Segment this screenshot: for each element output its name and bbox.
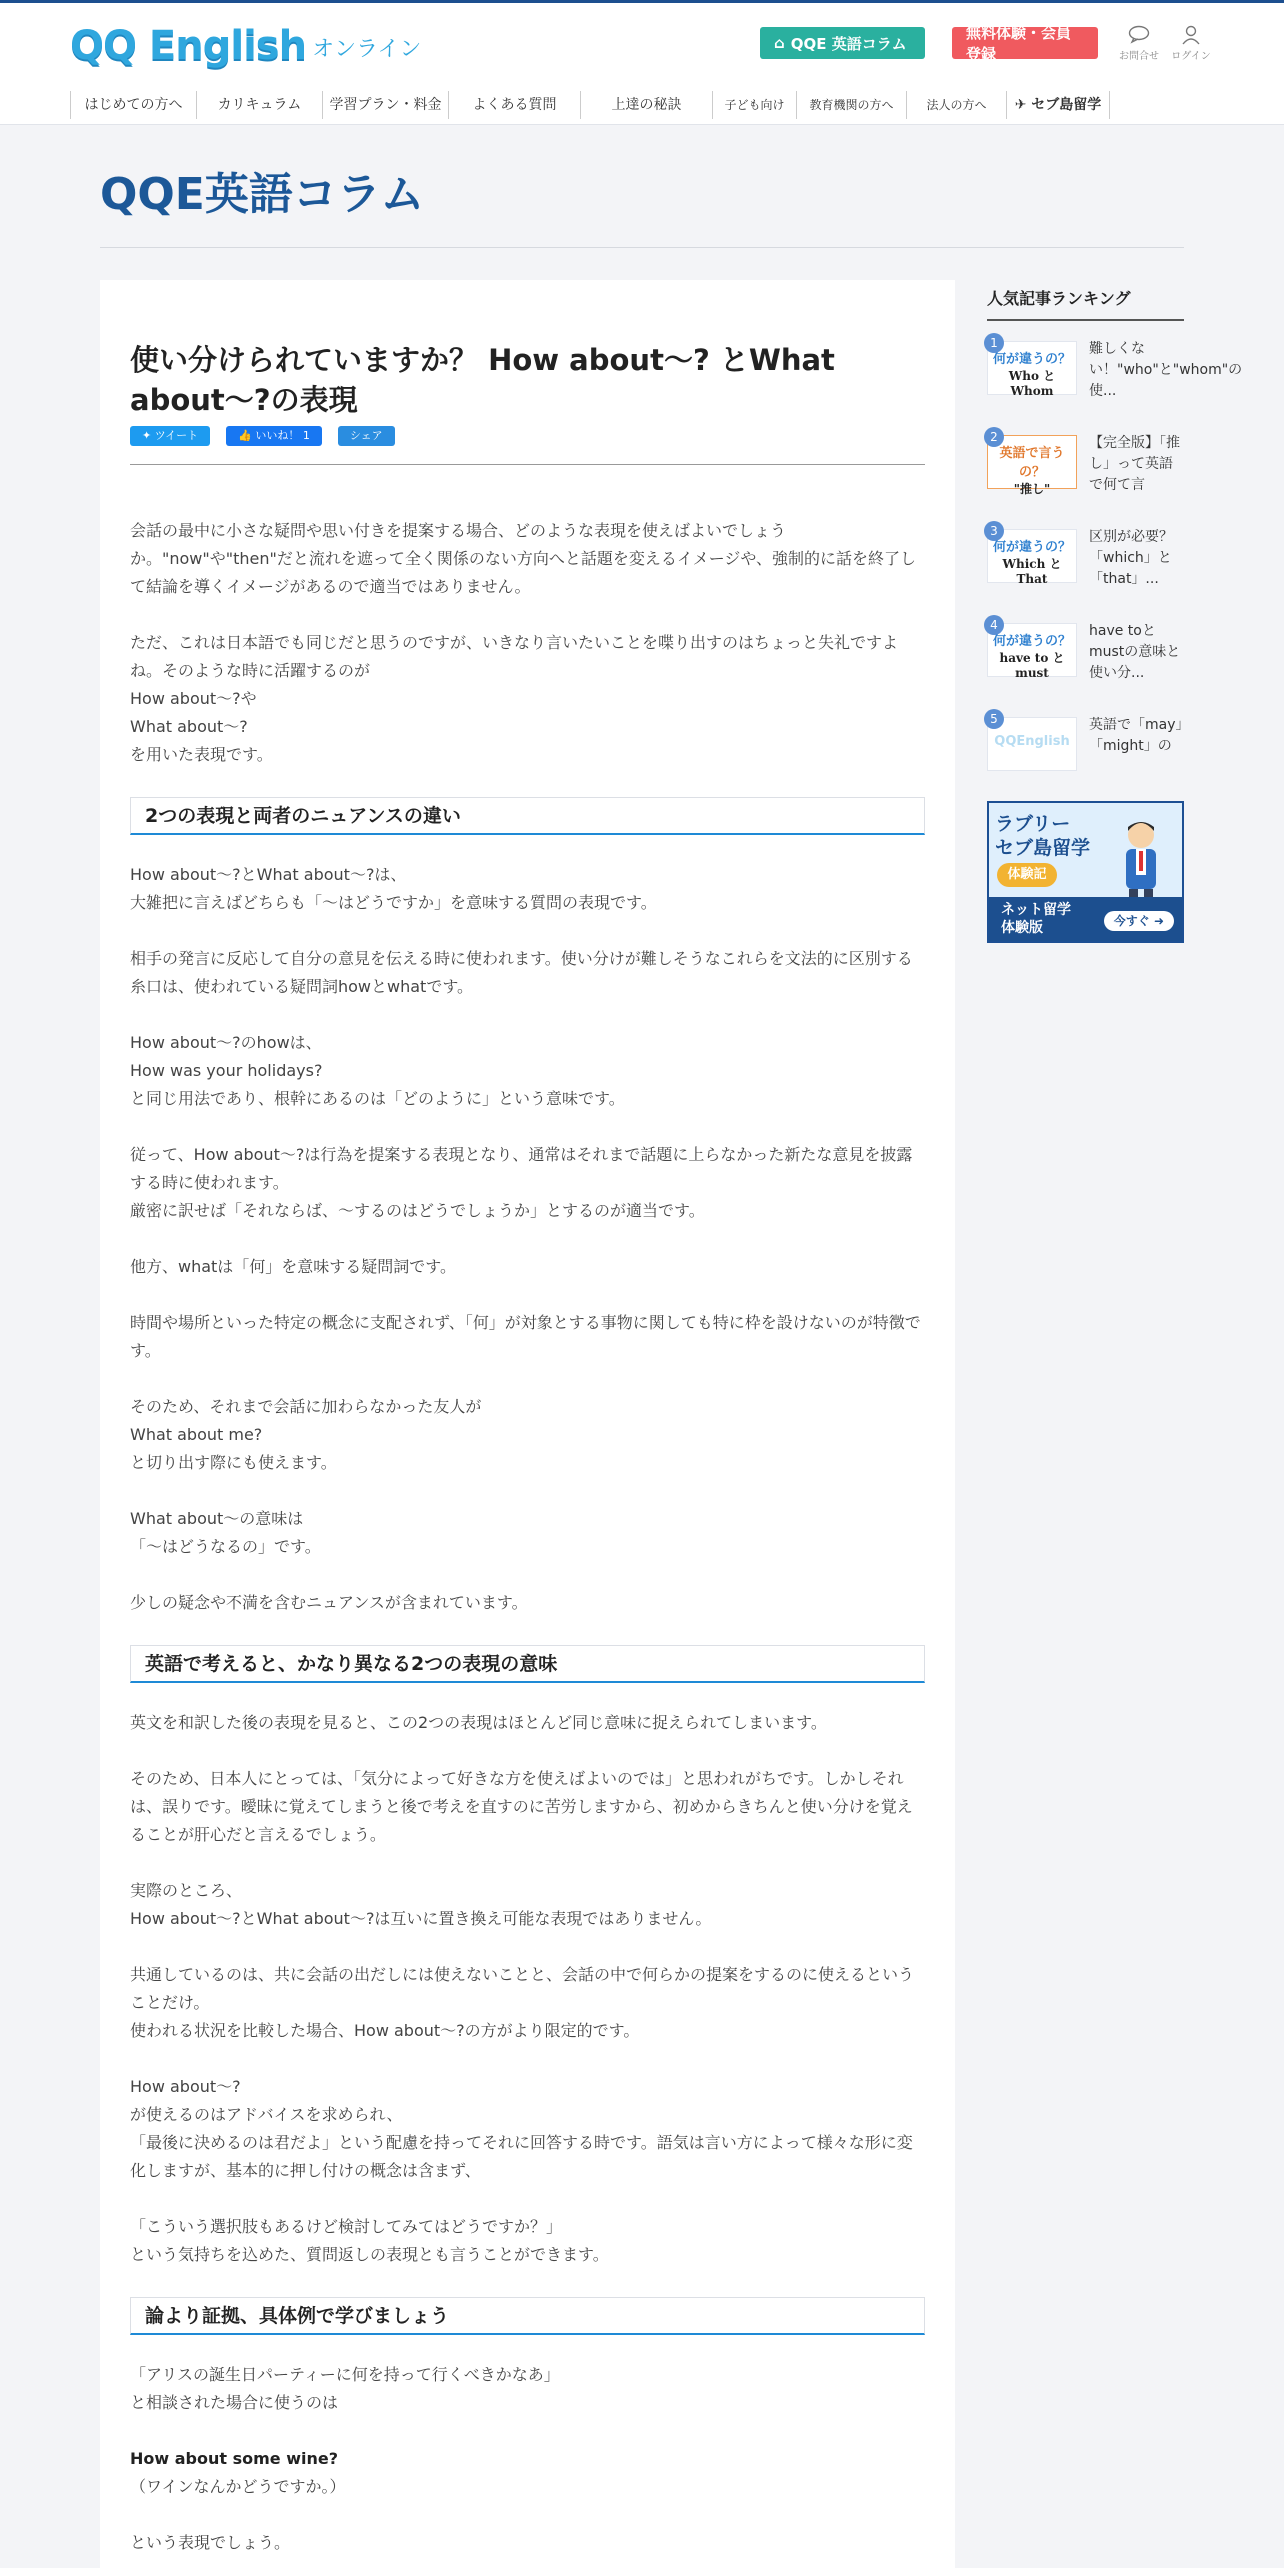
ranking-item[interactable]: [987, 603, 1184, 697]
text-line: ただ、これは日本語でも同じだと思うのですが、いきなり言いたいことを喋り出すのはちょっと失礼ですよね。そのような時に活躍するのが: [130, 633, 899, 680]
paragraph: [130, 1141, 925, 1225]
ranking-item[interactable]: [987, 321, 1243, 415]
text-line: What about me?: [130, 1425, 263, 1444]
section-heading: 英語で考えると、かなり異なる2つの表現の意味: [130, 1645, 925, 1683]
text-line: 従って、How about〜?は行為を提案する表現となり、通常はそれまで話題に上らなかった新たな意見を披露する時に使われます。: [130, 1145, 913, 1192]
share-label: シェア: [349, 429, 383, 442]
banner-cta-button[interactable]: [1104, 911, 1174, 931]
tweet-label: ツイート: [154, 429, 199, 442]
text-line: が使えるのはアドバイスを求められ、: [130, 2105, 403, 2124]
paragraph: [130, 1877, 925, 1933]
text-line: 使われる状況を比較した場合、How about〜?の方がより限定的です。: [130, 2021, 640, 2040]
ranking-item-text: 【完全版】「推し」って英語で何て言: [1089, 435, 1180, 493]
text-line: 厳密に訳せば「それならば、〜するのはどうでしょうか」とするのが適当です。: [130, 1201, 705, 1220]
logo-main-text: QQ English: [70, 23, 307, 69]
page-title: QQE英語コラム: [100, 169, 425, 220]
trial-signup-button[interactable]: [952, 24, 1098, 63]
article-card: [100, 280, 955, 2568]
nav-corporate[interactable]: 法人の方へ: [906, 91, 1006, 119]
nav-faq[interactable]: よくある質問: [448, 91, 580, 119]
ranking-item-text: 英語で「may」「might」の: [1089, 717, 1183, 754]
house-icon: ⌂: [774, 34, 785, 52]
nav-beginners[interactable]: はじめての方へ: [70, 91, 196, 119]
logo-sub-text: オンライン: [312, 37, 422, 62]
nav-cebu-study[interactable]: [1006, 91, 1110, 119]
section-heading: 論より証拠、具体例で学びましょう: [130, 2297, 925, 2335]
ranking-item[interactable]: [987, 697, 1184, 791]
sidebar: [987, 280, 1243, 943]
ranking-item-text: have toとmustの意味と使い分...: [1089, 623, 1181, 681]
text-line: 「最後に決めるのは君だよ」という配慮を持ってそれに回答する時です。語気は言い方によって様々な形に変化しますが、基本的に押し付けの概念は含まず、: [130, 2133, 913, 2180]
text-line: 共通しているのは、共に会話の出だしには使えないことと、会話の中で何らかの提案をするのに使えるということだけ。: [130, 1965, 915, 2012]
text-line: How about〜?とWhat about〜?は互いに置き換え可能な表現ではありません。: [130, 1909, 712, 1928]
paragraph: という表現でしょう。: [130, 2533, 291, 2552]
arrow-right-icon: ➜: [1153, 914, 1164, 928]
text-line: 「アリスの誕生日パーティーに何を持って行くべきかなあ」: [130, 2365, 560, 2384]
section-heading: 2つの表現と両者のニュアンスの違い: [130, 797, 925, 835]
paragraph: 会話の最中に小さな疑問や思い付きを提案する場合、どのような表現を使えばよいでしょうか。"now"や"then"だと流れを遮って全く関係のない方向へと話題を変えるイメージや、強制的に話を終了して結論を導くイメージがあるので適当ではありません。: [130, 521, 917, 596]
text-line: という気持ちを込めた、質問返しの表現とも言うことができます。: [130, 2245, 609, 2264]
tweet-button[interactable]: [130, 426, 210, 446]
thumbnail-caption: 何が違うの？: [992, 540, 1071, 555]
main-navigation: [70, 91, 1214, 119]
text-line: と同じ用法であり、根幹にあるのは「どのように」という意味です。: [130, 1089, 625, 1108]
text-line: 実際のところ、: [130, 1881, 243, 1900]
paragraph: [130, 2445, 925, 2501]
thumbnail-caption: 何が違うの？: [992, 634, 1071, 649]
thumbnail-subtitle: Which と That: [1002, 557, 1062, 586]
article-divider: [130, 464, 925, 465]
banner-badge: 体験記: [997, 863, 1057, 887]
ranking-item[interactable]: [987, 509, 1184, 603]
ranking-title: 人気記事ランキング: [987, 280, 1184, 321]
text-line: How about〜?: [130, 2077, 241, 2096]
example-sentence: How about some wine?: [130, 2449, 338, 2468]
login-link[interactable]: [1168, 25, 1214, 62]
ranking-item[interactable]: [987, 415, 1184, 509]
thumbnail-caption: 英語で言うの？: [999, 446, 1065, 480]
nav-tips[interactable]: 上達の秘訣: [580, 91, 712, 119]
thumbnail-caption: 何が違うの？: [992, 352, 1071, 367]
thumbnail-subtitle: have to と must: [999, 651, 1065, 680]
bird-icon: ✦: [142, 429, 155, 442]
text-line: How about〜?や: [130, 689, 257, 708]
paragraph: [130, 1505, 925, 1561]
rank-number: 2: [984, 427, 1004, 447]
banner-cta-label: 今すぐ: [1113, 914, 1150, 928]
nav-curriculum[interactable]: カリキュラム: [196, 91, 322, 119]
title-divider: [100, 247, 1184, 248]
paragraph: [130, 861, 925, 917]
user-icon: [1168, 25, 1214, 47]
nav-cebu-label: セブ島留学: [1031, 97, 1102, 113]
like-label: いいね！ 1: [255, 429, 310, 442]
paragraph: [130, 629, 925, 769]
nav-kids[interactable]: 子ども向け: [712, 91, 796, 119]
text-line: 「こういう選択肢もあるけど検討してみてはどうですか？」: [130, 2217, 563, 2236]
login-label: ログイン: [1171, 51, 1211, 62]
paragraph: 時間や場所といった特定の概念に支配されず、「何」が対象とする事物に関しても特に枠を設けないのが特徴です。: [130, 1313, 921, 1360]
text-line: と相談された場合に使うのは: [130, 2393, 339, 2412]
text-line: （ワインなんかどうですか。）: [130, 2477, 346, 2496]
text-line: What about〜?: [130, 717, 248, 736]
article-title: 使い分けられていますか？ How about〜? とWhat about〜?の表現: [130, 343, 835, 417]
paragraph: そのため、日本人にとっては、「気分によって好きな方を使えばよいのでは」と思われがちです。しかしそれは、誤りです。曖昧に覚えてしまうと後で考えを直すのに苦労しますから、初めからきちんと使い分けを覚えることが肝心だと言えるでしょう。: [130, 1769, 913, 1844]
text-line: そのため、それまで会話に加わらなかった友人が: [130, 1397, 482, 1416]
teacher-illustration-icon: [1112, 817, 1170, 901]
contact-label: お問合せ: [1119, 51, 1159, 62]
nav-institutions[interactable]: 教育機関の方へ: [796, 91, 906, 119]
paragraph: [130, 1029, 925, 1113]
thumbnail-caption: QQEnglish: [994, 734, 1070, 749]
paragraph: 英文を和訳した後の表現を見ると、この2つの表現はほとんど同じ意味に捉えられてしまいます。: [130, 1713, 827, 1732]
text-line: と切り出す際にも使えます。: [130, 1453, 337, 1472]
paragraph: 相手の発言に反応して自分の意見を伝える時に使われます。使い分けが難しそうなこれらを文法的に区別する糸口は、使われている疑問詞howとwhatです。: [130, 949, 913, 996]
ranking-item-text: 難しくない！"who"と"whom"の使...: [1089, 341, 1243, 399]
text-line: 大雑把に言えばどちらも「〜はどうですか」を意味する質問の表現です。: [130, 893, 657, 912]
rank-number: 5: [984, 709, 1004, 729]
paragraph: 他方、whatは「何」を意味する疑問詞です。: [130, 1257, 457, 1276]
paragraph: [130, 1961, 925, 2045]
banner-title-line2: セブ島留学: [995, 837, 1091, 859]
text-line: What about〜の意味は: [130, 1509, 304, 1528]
cebu-study-banner[interactable]: [987, 801, 1184, 943]
thumbs-up-icon: 👍: [238, 429, 256, 442]
banner-footer-line1: ネット留学: [1001, 902, 1071, 918]
text-line: 「〜はどうなるの」です。: [130, 1537, 321, 1556]
nav-plans-pricing[interactable]: 学習プラン・料金: [322, 91, 448, 119]
trial-button-label: 無料体験・会員登録: [966, 24, 1072, 63]
paragraph: [130, 2361, 925, 2417]
text-line: How about〜?のhowは、: [130, 1033, 322, 1052]
paragraph: 少しの疑念や不満を含むニュアンスが含まれています。: [130, 1593, 528, 1612]
site-logo[interactable]: [70, 23, 421, 69]
paragraph: [130, 2073, 925, 2185]
banner-footer-line2: 体験版: [1001, 920, 1043, 936]
column-button[interactable]: [760, 27, 925, 59]
banner-title-line1: ラブリー: [995, 813, 1071, 835]
thumbnail-subtitle: "推し": [1013, 482, 1051, 496]
paragraph: [130, 2213, 925, 2269]
rank-number: 4: [984, 615, 1004, 635]
text-line: を用いた表現です。: [130, 745, 273, 764]
text-line: How about〜?とWhat about〜?は、: [130, 865, 407, 884]
contact-link[interactable]: [1116, 25, 1162, 62]
airplane-icon: ✈: [1014, 97, 1027, 113]
rank-number: 1: [984, 333, 1004, 353]
text-line: How was your holidays?: [130, 1061, 323, 1080]
column-button-label: QQE 英語コラム: [790, 34, 907, 53]
thumbnail-subtitle: Who と Whom: [1008, 369, 1056, 398]
site-header: [0, 3, 1284, 125]
rank-number: 3: [984, 521, 1004, 541]
like-button[interactable]: [226, 426, 322, 446]
share-buttons: [130, 426, 925, 446]
ranking-item-text: 区別が必要？「which」と「that」...: [1089, 529, 1173, 587]
chat-bubble-icon: [1116, 25, 1162, 47]
paragraph: [130, 1393, 925, 1477]
share-button[interactable]: [338, 426, 395, 446]
